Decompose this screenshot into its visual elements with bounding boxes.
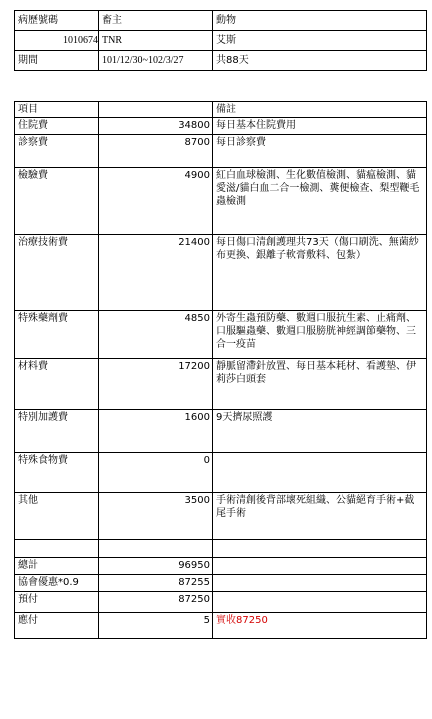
fee-row — [15, 118, 427, 135]
days-value: 共88天 — [213, 51, 427, 71]
fee-item: 特別加護費 — [15, 410, 99, 453]
fee-amount: 17200 — [99, 359, 213, 410]
fee-table — [14, 101, 427, 639]
owner-value: TNR — [99, 31, 213, 51]
fee-header-row — [15, 102, 427, 118]
animal-header: 動物 — [213, 11, 427, 31]
total-amount: 96950 — [99, 558, 213, 575]
discount-label: 協會優惠*0.9 — [15, 575, 99, 592]
fee-item: 住院費 — [15, 118, 99, 135]
info-value-row — [15, 31, 427, 51]
record-no-header: 病歷號碼 — [15, 11, 99, 31]
due-row — [15, 613, 427, 639]
fee-row — [15, 135, 427, 168]
fee-note: 外寄生蟲預防藥、數週口服抗生素、止痛劑、口服驅蟲藥、數週口服膀胱神經調節藥物、三合一疫苗 — [213, 311, 427, 359]
due-amount: 5 — [99, 613, 213, 639]
fee-note: 靜脈留滯針放置、每日基本耗材、看護墊、伊莉莎白頭套 — [213, 359, 427, 410]
fee-amount: 8700 — [99, 135, 213, 168]
fee-amount: 1600 — [99, 410, 213, 453]
received-note: 實收87250 — [213, 613, 427, 639]
fee-row — [15, 453, 427, 493]
discount-amount: 87255 — [99, 575, 213, 592]
fee-note: 紅白血球檢測、生化數值檢測、貓瘟檢測、貓愛滋/貓白血二合一檢測、糞便檢查、梨型鞭毛蟲檢測 — [213, 168, 427, 235]
fee-note: 手術清創後背部壞死組織、公貓絕育手術+截尾手術 — [213, 493, 427, 540]
prepaid-amount: 87250 — [99, 592, 213, 613]
fee-amount: 34800 — [99, 118, 213, 135]
fee-note: 9天擠尿照護 — [213, 410, 427, 453]
fee-item: 特殊食物費 — [15, 453, 99, 493]
patient-info-table — [14, 10, 427, 71]
prepaid-row — [15, 592, 427, 613]
info-header-row — [15, 11, 427, 31]
fee-item: 治療技術費 — [15, 235, 99, 311]
record-no-value: 1010674 — [15, 31, 99, 51]
total-row — [15, 558, 427, 575]
note-header: 備註 — [213, 102, 427, 118]
fee-amount: 4900 — [99, 168, 213, 235]
fee-item: 材料費 — [15, 359, 99, 410]
due-label: 應付 — [15, 613, 99, 639]
total-label: 總計 — [15, 558, 99, 575]
fee-item: 診察費 — [15, 135, 99, 168]
fee-note: 每日傷口清創護理共73天（傷口刷洗、無菌紗布更換、銀離子軟膏敷料、包紮） — [213, 235, 427, 311]
fee-amount: 21400 — [99, 235, 213, 311]
prepaid-label: 預付 — [15, 592, 99, 613]
owner-header: 畜主 — [99, 11, 213, 31]
discount-row — [15, 575, 427, 592]
period-value: 101/12/30~102/3/27 — [99, 51, 213, 71]
fee-note: 每日基本住院費用 — [213, 118, 427, 135]
fee-item: 特殊藥劑費 — [15, 311, 99, 359]
period-label: 期間 — [15, 51, 99, 71]
blank-row — [15, 540, 427, 558]
fee-item: 其他 — [15, 493, 99, 540]
fee-row — [15, 235, 427, 311]
fee-note — [213, 453, 427, 493]
fee-row — [15, 493, 427, 540]
fee-row — [15, 168, 427, 235]
fee-amount: 3500 — [99, 493, 213, 540]
fee-row — [15, 311, 427, 359]
item-header: 項目 — [15, 102, 99, 118]
info-period-row — [15, 51, 427, 71]
fee-note: 每日診察費 — [213, 135, 427, 168]
fee-item: 檢驗費 — [15, 168, 99, 235]
fee-amount: 0 — [99, 453, 213, 493]
fee-row — [15, 359, 427, 410]
animal-value: 艾斯 — [213, 31, 427, 51]
fee-row — [15, 410, 427, 453]
fee-amount: 4850 — [99, 311, 213, 359]
